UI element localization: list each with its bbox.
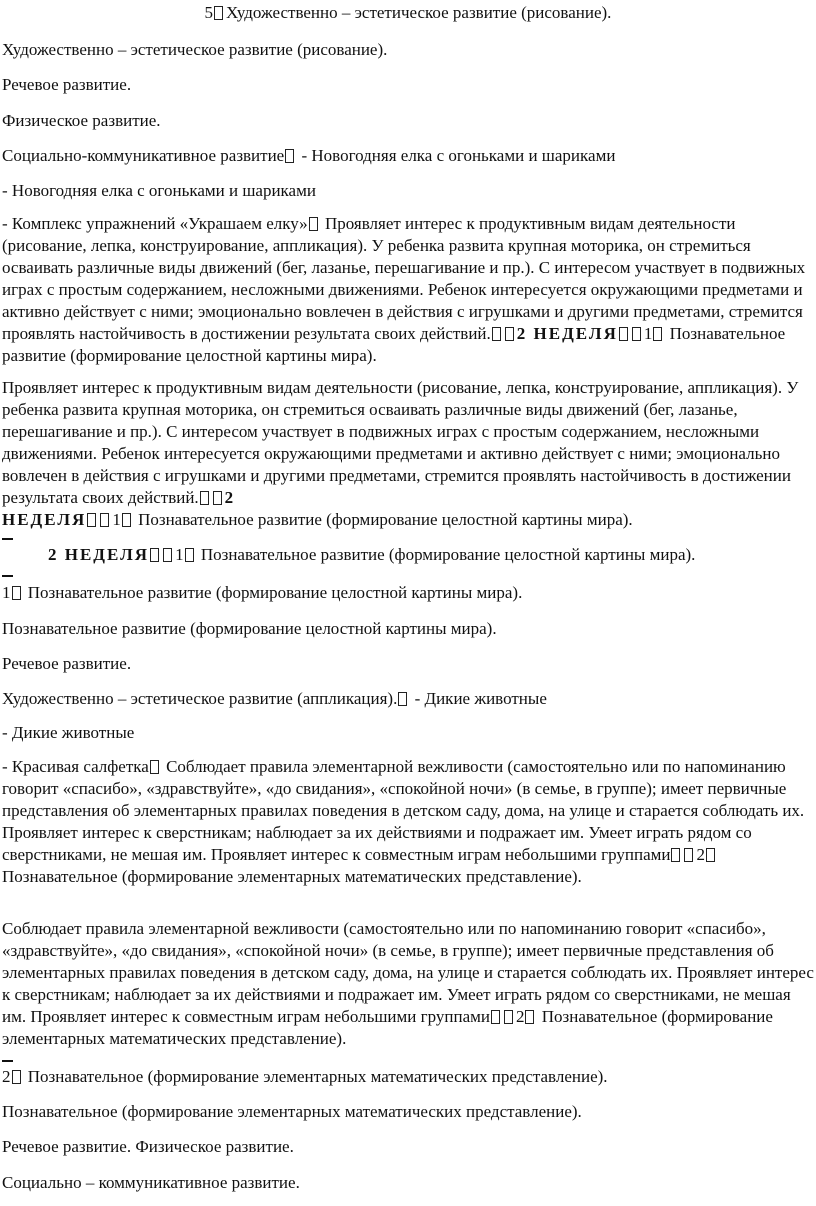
para-text: Соблюдает правила элементарной вежливости (самостоятельно или по напоминанию говорит «спасибо», «здравствуйте», «до свидания», «спокойной ночи» (в семье, в группе); имеет первичные представления об элементарных правилах поведения в детском саду, дома, на улице и старается соблюдать их. Проявляет интерес к сверстникам; наблюдает за их действиями и подражает им. Умеет играть рядом со сверстниками, не мешая им. Проявляет интерес к совместным играм небольшими группами	[2, 919, 814, 1026]
item-number: 2	[515, 1007, 525, 1026]
paragraph	[2, 756, 814, 888]
line-text: Познавательное развитие (формирование целостной картины мира).	[23, 583, 523, 602]
box-glyph-icon	[398, 692, 407, 706]
text-line	[2, 110, 814, 131]
box-glyph-icon	[619, 327, 628, 341]
para-text: Познавательное развитие (формирование целостной картины мира).	[133, 510, 633, 529]
para-text: Проявляет интерес к продуктивным видам деятельности (рисование, лепка, конструирование, аппликация). У ребенка развита крупная моторика, он стремиться осваивать различные виды движений (бег, лазанье, перешагивание и пр.). С интересом участвует в подвижных играх с простым содержанием, несложными движениями. Ребенок интересуется окружающими предметами и активно действует с ними; эмоционально вовлечен в действия с игрушками и другими предметами, стремится проявлять настойчивость в достижении результата своих действий.	[2, 378, 799, 507]
box-glyph-icon	[525, 1010, 534, 1024]
box-glyph-icon	[150, 548, 159, 562]
dash-mark	[2, 575, 13, 577]
line-text: Речевое развитие.	[2, 75, 132, 94]
line-text: - Новогодняя елка с огоньками и шариками	[2, 181, 316, 200]
line-text: Художественно – эстетическое развитие (аппликация).	[2, 689, 398, 708]
box-glyph-icon	[213, 491, 222, 505]
line-text: Социально-коммуникативное развитие	[2, 146, 285, 165]
box-glyph-icon	[150, 760, 159, 774]
para-text: - Комплекс упражнений «Украшаем елку»	[2, 214, 308, 233]
line-text: Речевое развитие.	[2, 654, 132, 673]
paragraph	[2, 213, 814, 367]
box-glyph-icon	[492, 327, 501, 341]
paragraph	[2, 377, 814, 531]
box-glyph-icon	[684, 848, 693, 862]
header-text: Художественно – эстетическое развитие (рисование).	[226, 3, 612, 22]
week-heading: НЕДЕЛЯ	[2, 510, 87, 529]
line-text: - Дикие животные	[410, 689, 547, 708]
line-text: - Новогодняя елка с огоньками и шариками	[297, 146, 616, 165]
dash-mark	[2, 1060, 13, 1062]
box-glyph-icon	[100, 513, 109, 527]
para-text: - Красивая салфетка	[2, 757, 149, 776]
item-number: 2	[696, 845, 705, 864]
item-number: 1	[175, 545, 184, 564]
line-text: - Дикие животные	[2, 723, 135, 742]
text-line	[2, 145, 814, 166]
text-line	[2, 74, 814, 95]
box-glyph-icon	[12, 586, 21, 600]
paragraph	[2, 918, 814, 1050]
text-line	[2, 1066, 814, 1087]
para-text: Познавательное (формирование элементарных математических представление).	[2, 1007, 773, 1048]
box-glyph-icon	[309, 217, 318, 231]
box-glyph-icon	[505, 327, 514, 341]
text-line	[2, 722, 814, 743]
text-line	[2, 688, 814, 709]
line-text: Физическое развитие.	[2, 111, 161, 130]
text-line	[2, 39, 814, 60]
item-number: 1	[2, 583, 11, 602]
box-glyph-icon	[632, 327, 641, 341]
line-text: Речевое развитие. Физическое развитие.	[2, 1137, 294, 1156]
para-text: Познавательное развитие (формирование целостной картины мира).	[2, 324, 786, 365]
header-line	[0, 2, 816, 23]
box-glyph-icon	[87, 513, 96, 527]
box-glyph-icon	[163, 548, 172, 562]
item-number: 1	[643, 324, 653, 343]
box-glyph-icon	[122, 513, 131, 527]
text-line	[48, 544, 814, 565]
text-line	[2, 618, 814, 639]
para-text: Проявляет интерес к продуктивным видам деятельности (рисование, лепка, конструирование, аппликация). У ребенка развита крупная моторика, он стремиться осваивать различные виды движений (бег, лазанье, перешагивание и пр.). С интересом участвует в подвижных играх с простым содержанием, несложными движениями. Ребенок интересуется окружающими предметами и активно действует с ними; эмоционально вовлечен в действия с игрушками и другими предметами, стремится проявлять настойчивость в достижении результата своих действий.	[2, 214, 806, 343]
text-line	[2, 1136, 814, 1157]
week-heading: 2 НЕДЕЛЯ	[48, 545, 150, 564]
text-line	[2, 1101, 814, 1122]
line-text: Познавательное (формирование элементарных математических представление).	[23, 1067, 608, 1086]
box-glyph-icon	[504, 1010, 513, 1024]
line-text: Познавательное развитие (формирование целостной картины мира).	[2, 619, 497, 638]
box-glyph-icon	[185, 548, 194, 562]
box-glyph-icon	[653, 327, 662, 341]
line-text: Познавательное (формирование элементарных математических представление).	[2, 1102, 582, 1121]
box-glyph-icon	[285, 149, 294, 163]
line-text: Познавательное развитие (формирование целостной картины мира).	[196, 545, 696, 564]
week-heading: 2 НЕДЕЛЯ	[516, 324, 618, 343]
item-number: 2	[2, 1067, 11, 1086]
para-text: Соблюдает правила элементарной вежливости (самостоятельно или по напоминанию говорит «спасибо», «здравствуйте», «до свидания», «спокойной ночи» (в семье, в группе); имеет первичные представления об элементарных правилах поведения в детском саду, дома, на улице и старается соблюдать их. Проявляет интерес к сверстникам; наблюдает за их действиями и подражает им. Умеет играть рядом со сверстниками, не мешая им. Проявляет интерес к совместным играм небольшими группами	[2, 757, 805, 864]
box-glyph-icon	[706, 848, 715, 862]
text-line	[2, 653, 814, 674]
line-text: Художественно – эстетическое развитие (рисование).	[2, 40, 388, 59]
line-text: Социально – коммуникативное развитие.	[2, 1173, 300, 1192]
box-glyph-icon	[200, 491, 209, 505]
text-line	[2, 180, 814, 201]
text-line	[2, 1172, 814, 1193]
text-line	[2, 582, 814, 603]
week-number: 2	[224, 488, 236, 507]
box-glyph-icon	[491, 1010, 500, 1024]
para-text: Познавательное (формирование элементарных математических представление).	[2, 867, 582, 886]
box-glyph-icon	[12, 1070, 21, 1084]
item-number: 5	[204, 3, 214, 22]
box-glyph-icon	[671, 848, 680, 862]
box-glyph-icon	[214, 6, 223, 20]
item-number: 1	[112, 510, 121, 529]
dash-mark	[2, 538, 13, 540]
